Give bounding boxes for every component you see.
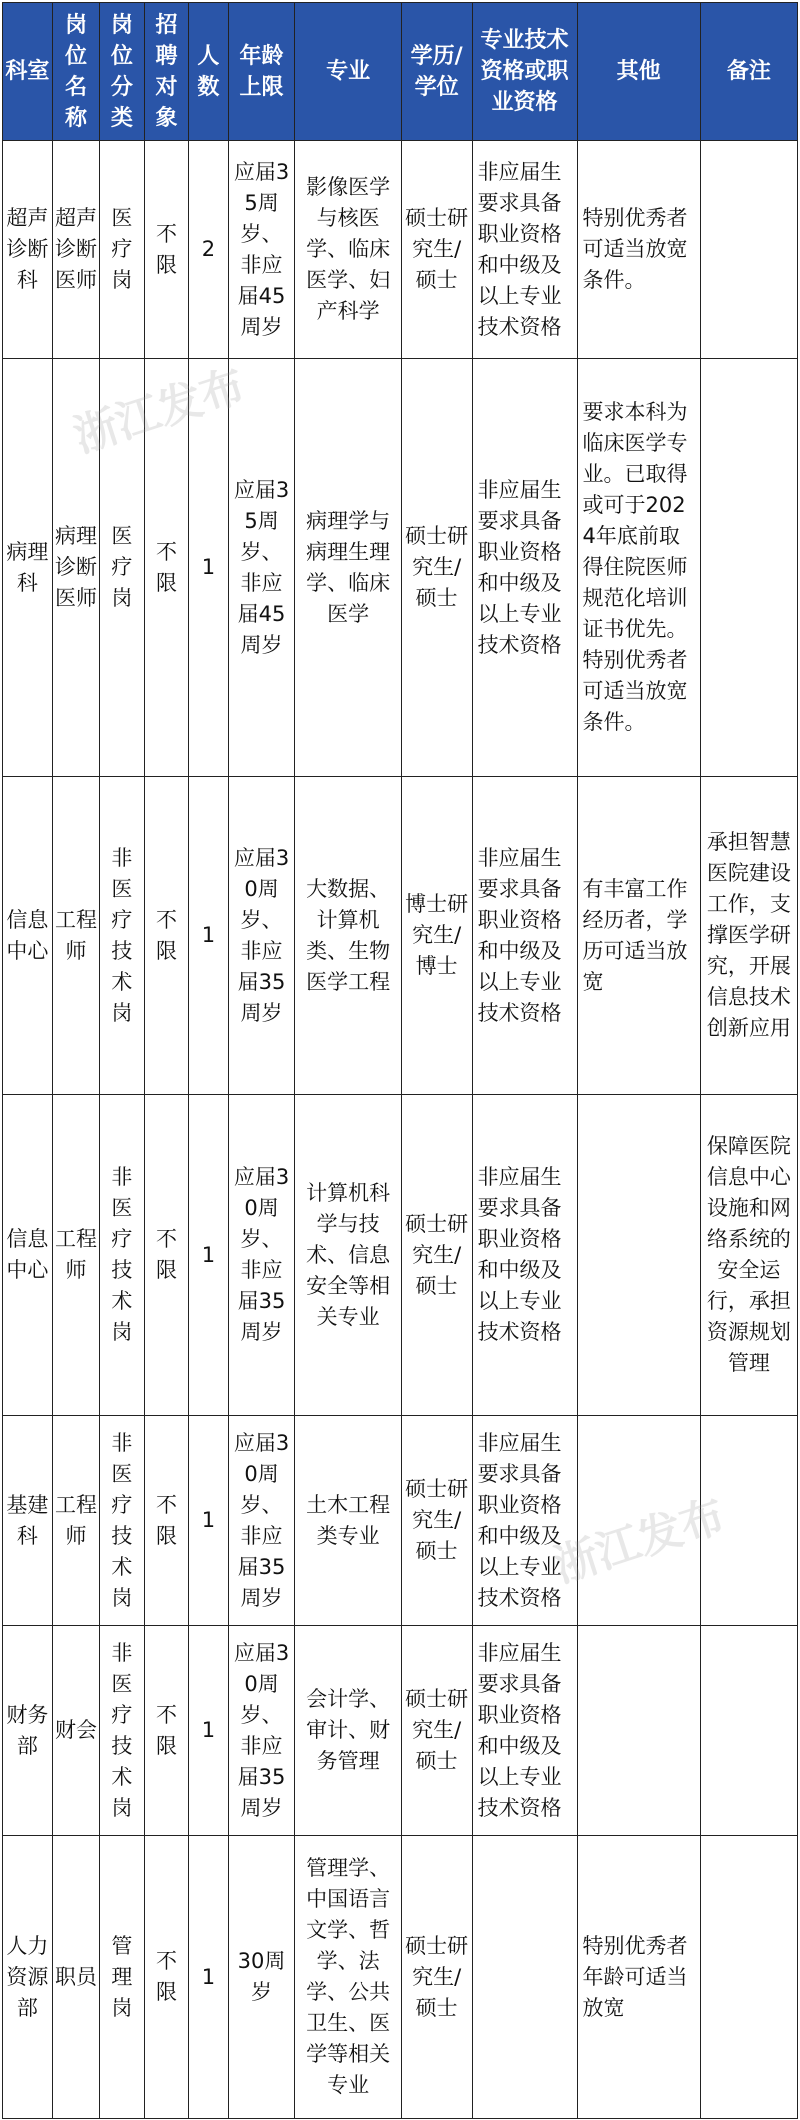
cell-age: 应届35周岁、非应届45周岁 [228,359,295,777]
header-degree: 学历/学位 [401,3,472,141]
header-count: 人数 [189,3,228,141]
header-category: 岗位分类 [100,3,145,141]
cell-note: 保障医院信息中心设施和网络系统的安全运行，承担资源规划管理 [700,1095,797,1416]
cell-age: 应届30周岁、非应届35周岁 [228,1626,295,1836]
header-age: 年龄上限 [228,3,295,141]
cell-major: 管理学、中国语言文学、哲学、法学、公共卫生、医学等相关专业 [295,1836,401,2119]
cell-qualification: 非应届生要求具备职业资格和中级及以上专业技术资格 [472,1095,577,1416]
cell-qualification: 非应届生要求具备职业资格和中级及以上专业技术资格 [472,1626,577,1836]
cell-count: 1 [189,1095,228,1416]
cell-note [700,1836,797,2119]
cell-dept: 信息中心 [3,777,53,1095]
header-target: 招聘对象 [144,3,189,141]
cell-note [700,1416,797,1626]
cell-count: 1 [189,777,228,1095]
table-row [3,1095,798,1416]
cell-degree: 硕士研究生/硕士 [401,359,472,777]
cell-age: 应届30周岁、非应届35周岁 [228,777,295,1095]
cell-other: 有丰富工作经历者，学历可适当放宽 [577,777,700,1095]
cell-position: 工程师 [52,777,99,1095]
cell-count: 1 [189,359,228,777]
cell-dept: 信息中心 [3,1095,53,1416]
cell-major: 影像医学与核医学、临床医学、妇产科学 [295,141,401,359]
cell-count: 1 [189,1416,228,1626]
watermark: 浙江发布 [547,1489,731,1593]
header-qualification: 专业技术资格或职业资格 [472,3,577,141]
cell-target: 不限 [144,1095,189,1416]
cell-target: 不限 [144,1416,189,1626]
header-dept: 科室 [3,3,53,141]
cell-note [700,1626,797,1836]
cell-degree: 博士研究生/博士 [401,777,472,1095]
cell-note [700,359,797,777]
header-major: 专业 [295,3,401,141]
cell-target: 不限 [144,777,189,1095]
table-row [3,1416,798,1626]
cell-other: 要求本科为临床医学专业。已取得或可于2024年底前取得住院医师规范化培训证书优先。特别优秀者可适当放宽条件。 [577,359,700,777]
cell-category: 非医疗技术岗 [100,1626,145,1836]
cell-note: 承担智慧医院建设工作，支撑医学研究，开展信息技术创新应用 [700,777,797,1095]
cell-dept: 超声诊断科 [3,141,53,359]
cell-major: 大数据、计算机类、生物医学工程 [295,777,401,1095]
cell-degree: 硕士研究生/硕士 [401,1095,472,1416]
cell-position: 工程师 [52,1416,99,1626]
cell-category: 非医疗技术岗 [100,777,145,1095]
cell-position: 超声诊断医师 [52,141,99,359]
cell-target: 不限 [144,1626,189,1836]
cell-count: 1 [189,1626,228,1836]
cell-other: 特别优秀者年龄可适当放宽 [577,1836,700,2119]
cell-category: 医疗岗 [100,359,145,777]
cell-age: 应届30周岁、非应届35周岁 [228,1095,295,1416]
cell-qualification [472,1836,577,2119]
cell-dept: 人力资源部 [3,1836,53,2119]
table-row [3,1626,798,1836]
cell-target: 不限 [144,359,189,777]
cell-category: 管理岗 [100,1836,145,2119]
header-other: 其他 [577,3,700,141]
cell-age: 应届30周岁、非应届35周岁 [228,1416,295,1626]
cell-qualification: 非应届生要求具备职业资格和中级及以上专业技术资格 [472,1416,577,1626]
cell-dept: 财务部 [3,1626,53,1836]
cell-qualification: 非应届生要求具备职业资格和中级及以上专业技术资格 [472,141,577,359]
cell-age: 30周岁 [228,1836,295,2119]
cell-target: 不限 [144,141,189,359]
recruitment-table [2,2,798,2119]
cell-dept: 基建科 [3,1416,53,1626]
cell-other [577,1626,700,1836]
table-row [3,777,798,1095]
cell-degree: 硕士研究生/硕士 [401,1416,472,1626]
watermark: 浙江发布 [67,359,251,463]
cell-position: 工程师 [52,1095,99,1416]
cell-position: 财会 [52,1626,99,1836]
cell-qualification: 非应届生要求具备职业资格和中级及以上专业技术资格 [472,359,577,777]
header-note: 备注 [700,3,797,141]
cell-other [577,1416,700,1626]
cell-other [577,1095,700,1416]
cell-qualification: 非应届生要求具备职业资格和中级及以上专业技术资格 [472,777,577,1095]
cell-major: 土木工程类专业 [295,1416,401,1626]
table-row [3,359,798,777]
table-row [3,141,798,359]
cell-category: 非医疗技术岗 [100,1095,145,1416]
cell-other: 特别优秀者可适当放宽条件。 [577,141,700,359]
cell-position: 职员 [52,1836,99,2119]
cell-major: 病理学与病理生理学、临床医学 [295,359,401,777]
header-position: 岗位名称 [52,3,99,141]
cell-count: 1 [189,1836,228,2119]
cell-count: 2 [189,141,228,359]
cell-category: 医疗岗 [100,141,145,359]
table-row [3,1836,798,2119]
cell-note [700,141,797,359]
cell-major: 计算机科学与技术、信息安全等相关专业 [295,1095,401,1416]
cell-degree: 硕士研究生/硕士 [401,1836,472,2119]
cell-target: 不限 [144,1836,189,2119]
cell-category: 非医疗技术岗 [100,1416,145,1626]
cell-position: 病理诊断医师 [52,359,99,777]
cell-major: 会计学、审计、财务管理 [295,1626,401,1836]
cell-degree: 硕士研究生/硕士 [401,141,472,359]
cell-dept: 病理科 [3,359,53,777]
cell-degree: 硕士研究生/硕士 [401,1626,472,1836]
table-header-row [3,3,798,141]
cell-age: 应届35周岁、非应届45周岁 [228,141,295,359]
